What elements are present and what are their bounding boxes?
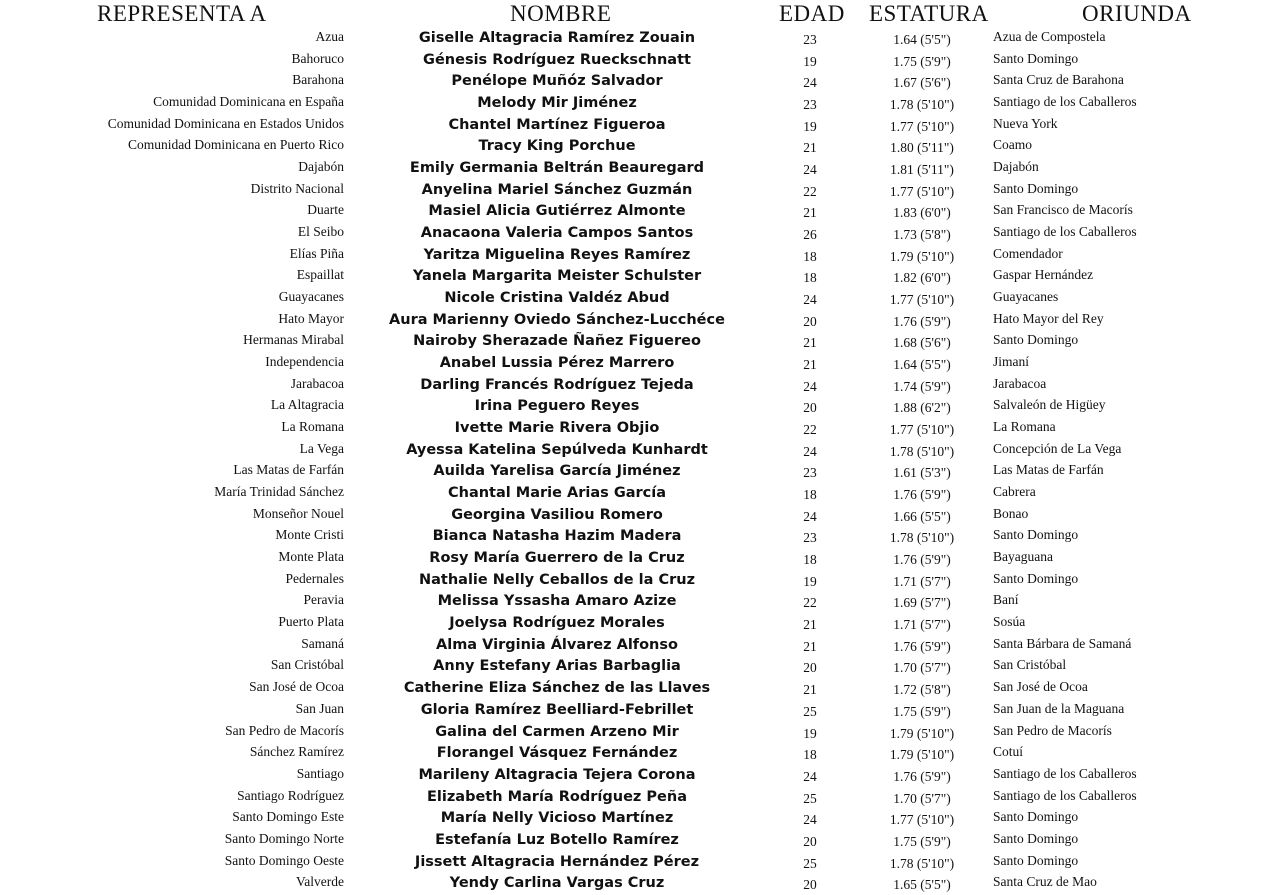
cell-estatura: 1.69 (5'7"): [893, 595, 951, 611]
cell-oriunda: Santo Domingo: [993, 570, 1079, 586]
cell-estatura: 1.67 (5'6"): [893, 75, 951, 91]
cell-representa: Santo Domingo Norte: [224, 830, 344, 846]
cell-oriunda: Sosúa: [993, 614, 1026, 630]
cell-oriunda: Santiago de los Caballeros: [993, 224, 1137, 240]
cell-nombre: Bianca Natasha Hazim Madera: [432, 528, 682, 545]
cell-estatura: 1.81 (5'11"): [890, 162, 954, 178]
table-row: [0, 136, 1279, 158]
table-row: [0, 483, 1279, 505]
cell-representa: Jarabacoa: [290, 375, 344, 391]
header-estatura: ESTATURA: [869, 1, 989, 26]
cell-edad: 21: [803, 617, 817, 633]
cell-estatura: 1.74 (5'9"): [893, 378, 951, 394]
cell-oriunda: Jimaní: [993, 354, 1029, 370]
cell-edad: 24: [803, 443, 817, 459]
cell-representa: Monseñor Nouel: [252, 505, 344, 521]
cell-oriunda: Santa Cruz de Barahona: [993, 72, 1124, 88]
cell-representa: Bahoruco: [291, 50, 344, 66]
cell-nombre: Auilda Yarelisa García Jiménez: [433, 463, 681, 480]
table-row: [0, 158, 1279, 180]
cell-nombre: Georgina Vasiliou Romero: [451, 506, 663, 523]
cell-edad: 21: [803, 357, 817, 373]
cell-representa: Guayacanes: [278, 289, 344, 305]
cell-estatura: 1.77 (5'10"): [889, 812, 955, 828]
table-row: [0, 526, 1279, 548]
cell-nombre: Masiel Alicia Gutiérrez Almonte: [428, 203, 686, 220]
table-row: [0, 418, 1279, 440]
cell-estatura: 1.70 (5'7"): [893, 790, 951, 806]
cell-estatura: 1.70 (5'7"): [893, 660, 951, 676]
cell-edad: 24: [803, 812, 817, 828]
table-row: [0, 635, 1279, 657]
cell-oriunda: Las Matas de Farfán: [993, 462, 1104, 478]
table-row: [0, 722, 1279, 744]
cell-edad: 19: [803, 53, 817, 69]
table-row: [0, 223, 1279, 245]
cell-edad: 22: [803, 422, 817, 438]
cell-oriunda: Coamo: [993, 137, 1032, 153]
cell-nombre: Irina Peguero Reyes: [474, 398, 640, 415]
cell-oriunda: Concepción de La Vega: [993, 440, 1122, 456]
cell-edad: 26: [803, 227, 817, 243]
cell-edad: 23: [803, 97, 817, 113]
cell-estatura: 1.71 (5'7"): [893, 573, 951, 589]
cell-edad: 20: [803, 877, 817, 893]
cell-representa: Barahona: [292, 72, 344, 88]
cell-nombre: Anabel Lussia Pérez Marrero: [439, 355, 675, 372]
cell-representa: Elías Piña: [289, 245, 344, 261]
cell-oriunda: Cabrera: [993, 484, 1036, 500]
cell-edad: 24: [803, 162, 817, 178]
cell-nombre: Giselle Altagracia Ramírez Zouain: [418, 30, 696, 46]
cell-oriunda: Santiago de los Caballeros: [993, 94, 1137, 110]
cell-representa: Santo Domingo Oeste: [224, 852, 344, 868]
cell-representa: El Seibo: [297, 224, 344, 240]
cell-edad: 21: [803, 682, 817, 698]
cell-estatura: 1.66 (5'5"): [893, 508, 951, 524]
header-nombre: NOMBRE: [510, 1, 612, 26]
table-row: [0, 570, 1279, 592]
header-edad: EDAD: [779, 1, 845, 26]
cell-estatura: 1.79 (5'10"): [889, 248, 955, 264]
cell-oriunda: Santiago de los Caballeros: [993, 787, 1137, 803]
cell-oriunda: San Cristóbal: [993, 657, 1067, 673]
cell-representa: Hato Mayor: [278, 310, 344, 326]
cell-oriunda: Jarabacoa: [993, 375, 1047, 391]
cell-nombre: María Nelly Vicioso Martínez: [440, 810, 674, 827]
cell-representa: Comunidad Dominicana en España: [153, 94, 344, 110]
cell-representa: María Trinidad Sánchez: [214, 484, 344, 500]
cell-oriunda: Cotuí: [993, 744, 1024, 760]
cell-estatura: 1.65 (5'5"): [893, 877, 951, 893]
cell-estatura: 1.76 (5'9"): [893, 638, 951, 654]
cell-nombre: Ayessa Katelina Sepúlveda Kunhardt: [406, 441, 708, 458]
cell-representa: Dajabón: [298, 159, 344, 175]
table-row: [0, 743, 1279, 765]
cell-oriunda: Guayacanes: [993, 289, 1059, 305]
table-row: [0, 93, 1279, 115]
cell-representa: La Altagracia: [270, 397, 344, 413]
cell-representa: San Cristóbal: [270, 657, 344, 673]
cell-edad: 25: [803, 855, 817, 871]
cell-oriunda: Santo Domingo: [993, 809, 1079, 825]
cell-representa: Santo Domingo Este: [232, 809, 344, 825]
cell-nombre: Galina del Carmen Arzeno Mir: [435, 723, 679, 740]
cell-estatura: 1.73 (5'8"): [893, 227, 951, 243]
cell-representa: Las Matas de Farfán: [233, 462, 344, 478]
cell-nombre: Melody Mir Jiménez: [477, 95, 637, 112]
cell-edad: 20: [803, 400, 817, 416]
cell-representa: Comunidad Dominicana en Estados Unidos: [107, 115, 344, 131]
cell-nombre: Melissa Yssasha Amaro Azize: [437, 593, 677, 610]
cell-estatura: 1.71 (5'7"): [893, 617, 951, 633]
cell-estatura: 1.79 (5'10"): [889, 747, 955, 763]
cell-estatura: 1.80 (5'11"): [890, 140, 954, 156]
cell-estatura: 1.88 (6'2"): [893, 400, 951, 416]
cell-edad: 21: [803, 140, 817, 156]
cell-nombre: Anny Estefany Arias Barbaglia: [433, 658, 681, 675]
cell-edad: 25: [803, 703, 817, 719]
table-row: [0, 245, 1279, 267]
cell-nombre: Florangel Vásquez Fernández: [436, 745, 678, 762]
cell-estatura: 1.64 (5'5"): [893, 357, 951, 373]
cell-nombre: Anacaona Valeria Campos Santos: [420, 225, 694, 242]
cell-nombre: Yanela Margarita Meister Schulster: [412, 268, 702, 285]
cell-estatura: 1.77 (5'10"): [889, 422, 955, 438]
table-row: [0, 787, 1279, 809]
cell-representa: Distrito Nacional: [250, 180, 344, 196]
cell-edad: 21: [803, 335, 817, 351]
cell-representa: La Romana: [281, 419, 344, 435]
cell-nombre: Joelysa Rodríguez Morales: [449, 615, 665, 632]
cell-representa: Santiago Rodríguez: [237, 787, 344, 803]
cell-nombre: Chantal Marie Arias García: [447, 485, 667, 502]
cell-nombre: Tracy King Porchue: [478, 138, 636, 155]
cell-oriunda: Santo Domingo: [993, 830, 1079, 846]
cell-estatura: 1.82 (6'0"): [893, 270, 951, 286]
cell-representa: Peravia: [303, 592, 344, 608]
cell-edad: 19: [803, 118, 817, 134]
cell-edad: 18: [803, 270, 817, 286]
table-row: [0, 71, 1279, 93]
header-representa: REPRESENTA A: [97, 1, 267, 26]
cell-estatura: 1.78 (5'10"): [889, 97, 955, 113]
cell-edad: 20: [803, 660, 817, 676]
cell-oriunda: San Francisco de Macorís: [993, 202, 1133, 218]
table-row: [0, 201, 1279, 223]
cell-oriunda: Bayaguana: [993, 549, 1053, 565]
cell-oriunda: Santa Bárbara de Samaná: [993, 635, 1132, 651]
cell-oriunda: Salvaleón de Higüey: [993, 397, 1106, 413]
table-row: [0, 461, 1279, 483]
table-row: [0, 678, 1279, 700]
cell-oriunda: Azua de Compostela: [993, 29, 1106, 44]
cell-edad: 18: [803, 487, 817, 503]
table-row: [0, 808, 1279, 830]
cell-edad: 19: [803, 573, 817, 589]
cell-representa: Monte Cristi: [275, 527, 344, 543]
cell-edad: 24: [803, 292, 817, 308]
cell-nombre: Alma Virginia Álvarez Alfonso: [436, 636, 678, 653]
table-row: [0, 873, 1279, 895]
table-row: [0, 613, 1279, 635]
cell-nombre: Penélope Muñóz Salvador: [451, 73, 663, 90]
cell-nombre: Estefanía Luz Botello Ramírez: [435, 831, 679, 848]
cell-representa: Espaillat: [296, 267, 344, 283]
cell-edad: 23: [803, 465, 817, 481]
cell-nombre: Elizabeth María Rodríguez Peña: [427, 788, 687, 805]
cell-nombre: Gloria Ramírez Beelliard-Febrillet: [420, 701, 694, 718]
cell-nombre: Emily Germania Beltrán Beauregard: [409, 160, 705, 177]
cell-representa: La Vega: [299, 440, 344, 456]
cell-edad: 18: [803, 248, 817, 264]
cell-oriunda: Nueva York: [993, 115, 1058, 131]
cell-edad: 23: [803, 32, 817, 47]
table-row: [0, 591, 1279, 613]
cell-edad: 18: [803, 747, 817, 763]
cell-representa: Hermanas Mirabal: [243, 332, 344, 348]
cell-representa: Azua: [315, 29, 344, 44]
table-row: [0, 28, 1279, 50]
table-row: [0, 548, 1279, 570]
cell-estatura: 1.77 (5'10"): [889, 118, 955, 134]
cell-oriunda: Santo Domingo: [993, 852, 1079, 868]
cell-estatura: 1.83 (6'0"): [893, 205, 951, 221]
cell-representa: Independencia: [265, 354, 344, 370]
cell-nombre: Génesis Rodríguez Rueckschnatt: [423, 51, 691, 68]
cell-oriunda: Bonao: [993, 505, 1029, 521]
table-row: [0, 440, 1279, 462]
cell-nombre: Nicole Cristina Valdéz Abud: [444, 290, 670, 307]
cell-estatura: 1.75 (5'9"): [893, 53, 951, 69]
cell-representa: San José de Ocoa: [249, 679, 344, 695]
cell-edad: 20: [803, 833, 817, 849]
cell-estatura: 1.78 (5'10"): [889, 530, 955, 546]
cell-representa: San Juan: [295, 700, 344, 716]
cell-nombre: Nairoby Sherazade Ñañez Figuereo: [413, 333, 701, 350]
cell-nombre: Yendy Carlina Vargas Cruz: [449, 875, 665, 892]
table-row: [0, 288, 1279, 310]
cell-representa: Duarte: [307, 202, 344, 218]
table-row: [0, 310, 1279, 332]
cell-oriunda: San José de Ocoa: [993, 679, 1088, 695]
cell-representa: Comunidad Dominicana en Puerto Rico: [128, 137, 344, 153]
cell-edad: 20: [803, 313, 817, 329]
table-row: [0, 353, 1279, 375]
cell-oriunda: Gaspar Hernández: [993, 267, 1094, 283]
cell-edad: 19: [803, 725, 817, 741]
cell-representa: Puerto Plata: [278, 614, 344, 630]
table-row: [0, 115, 1279, 137]
cell-representa: Pedernales: [285, 570, 344, 586]
cell-estatura: 1.61 (5'3"): [893, 465, 951, 481]
cell-estatura: 1.77 (5'10"): [889, 183, 955, 199]
cell-oriunda: Santiago de los Caballeros: [993, 765, 1137, 781]
header-oriunda: ORIUNDA: [1082, 1, 1192, 26]
table-row: [0, 830, 1279, 852]
cell-nombre: Marileny Altagracia Tejera Corona: [418, 766, 696, 783]
cell-oriunda: Dajabón: [993, 159, 1039, 175]
table-row: [0, 266, 1279, 288]
table-row: [0, 700, 1279, 722]
cell-oriunda: Santo Domingo: [993, 527, 1079, 543]
cell-representa: Valverde: [296, 874, 344, 890]
cell-nombre: Ivette Marie Rivera Objio: [454, 420, 660, 437]
cell-estatura: 1.77 (5'10"): [889, 292, 955, 308]
cell-estatura: 1.76 (5'9"): [893, 552, 951, 568]
table-body: [0, 28, 1279, 895]
cell-nombre: Jissett Altagracia Hernández Pérez: [414, 853, 700, 870]
cell-nombre: Catherine Eliza Sánchez de las Llaves: [403, 680, 711, 697]
cell-edad: 25: [803, 790, 817, 806]
cell-edad: 24: [803, 75, 817, 91]
cell-nombre: Chantel Martínez Figueroa: [448, 116, 666, 133]
cell-estatura: 1.72 (5'8"): [893, 682, 951, 698]
cell-nombre: Rosy María Guerrero de la Cruz: [429, 550, 685, 567]
cell-estatura: 1.76 (5'9"): [893, 313, 951, 329]
table-row: [0, 505, 1279, 527]
cell-nombre: Darling Francés Rodríguez Tejeda: [420, 376, 694, 393]
cell-edad: 21: [803, 205, 817, 221]
cell-estatura: 1.78 (5'10"): [889, 855, 955, 871]
cell-representa: San Pedro de Macorís: [225, 722, 344, 738]
cell-representa: Samaná: [301, 635, 344, 651]
cell-oriunda: Baní: [993, 592, 1019, 608]
cell-representa: Santiago: [296, 765, 344, 781]
cell-oriunda: Santo Domingo: [993, 180, 1079, 196]
cell-estatura: 1.76 (5'9"): [893, 768, 951, 784]
cell-oriunda: San Pedro de Macorís: [993, 722, 1112, 738]
table-row: [0, 331, 1279, 353]
cell-estatura: 1.79 (5'10"): [889, 725, 955, 741]
cell-representa: Monte Plata: [278, 549, 344, 565]
cell-oriunda: Santo Domingo: [993, 332, 1079, 348]
cell-edad: 18: [803, 552, 817, 568]
cell-representa: Sánchez Ramírez: [249, 744, 344, 760]
cell-estatura: 1.75 (5'9"): [893, 703, 951, 719]
cell-oriunda: Hato Mayor del Rey: [993, 310, 1104, 326]
cell-estatura: 1.68 (5'6"): [893, 335, 951, 351]
table-row: [0, 852, 1279, 874]
cell-edad: 24: [803, 378, 817, 394]
cell-edad: 22: [803, 183, 817, 199]
cell-oriunda: San Juan de la Maguana: [993, 700, 1125, 716]
cell-nombre: Yaritza Miguelina Reyes Ramírez: [423, 246, 691, 263]
table-row: [0, 180, 1279, 202]
cell-oriunda: Comendador: [993, 245, 1063, 261]
cell-edad: 23: [803, 530, 817, 546]
cell-estatura: 1.75 (5'9"): [893, 833, 951, 849]
cell-edad: 24: [803, 768, 817, 784]
cell-oriunda: Santa Cruz de Mao: [993, 874, 1097, 890]
table-header: [0, 0, 1279, 30]
table-row: [0, 50, 1279, 72]
cell-edad: 21: [803, 638, 817, 654]
cell-oriunda: La Romana: [993, 419, 1056, 435]
cell-edad: 24: [803, 508, 817, 524]
cell-estatura: 1.78 (5'10"): [889, 443, 955, 459]
cell-estatura: 1.76 (5'9"): [893, 487, 951, 503]
cell-nombre: Anyelina Mariel Sánchez Guzmán: [421, 181, 693, 198]
table-row: [0, 396, 1279, 418]
cell-edad: 22: [803, 595, 817, 611]
table-row: [0, 656, 1279, 678]
cell-nombre: Nathalie Nelly Ceballos de la Cruz: [418, 571, 696, 588]
cell-estatura: 1.64 (5'5"): [893, 32, 951, 47]
table-row: [0, 375, 1279, 397]
cell-oriunda: Santo Domingo: [993, 50, 1079, 66]
table-row: [0, 765, 1279, 787]
cell-nombre: Aura Marienny Oviedo Sánchez-Lucchéce: [389, 311, 725, 328]
